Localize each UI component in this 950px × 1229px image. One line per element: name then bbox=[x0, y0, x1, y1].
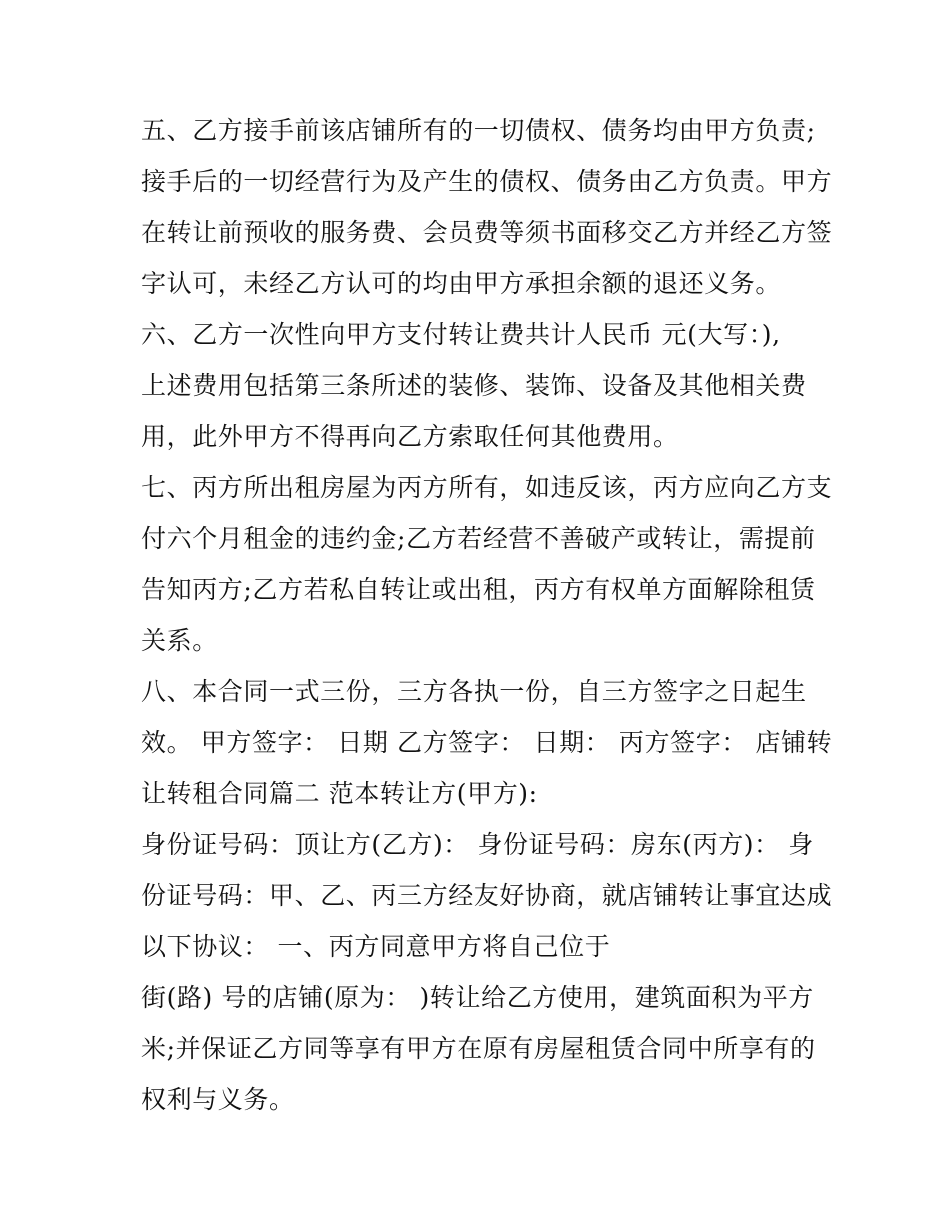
text-line: 街(路) 号的店铺(原为： )转让给乙方使用，建筑面积为平方 bbox=[141, 983, 814, 1012]
contract-text bbox=[141, 105, 833, 1125]
text-line: 让转租合同篇二 范本转让方(甲方): bbox=[141, 779, 538, 808]
text-line: 上述费用包括第三条所述的装修、装饰、设备及其他相关费 bbox=[141, 371, 807, 400]
text-line: 五、乙方接手前该店铺所有的一切债权、债务均由甲方负责; bbox=[141, 116, 816, 145]
text-line: 效。 甲方签字： 日期 乙方签字： 日期： 丙方签字： 店铺转 bbox=[141, 728, 833, 757]
text-line: 七、丙方所出租房屋为丙方所有，如违反该，丙方应向乙方支 bbox=[141, 473, 833, 502]
text-line: 八、本合同一式三份，三方各执一份，自三方签字之日起生 bbox=[141, 677, 807, 706]
text-line: 字认可，未经乙方认可的均由甲方承担余额的退还义务。 bbox=[141, 269, 782, 298]
text-line: 身份证号码：顶让方(乙方)： 身份证号码：房东(丙方)： 身 bbox=[141, 830, 814, 859]
text-line: 份证号码：甲、乙、丙三方经友好协商，就店铺转让事宜达成 bbox=[141, 881, 833, 910]
text-line: 用，此外甲方不得再向乙方索取任何其他费用。 bbox=[141, 422, 679, 451]
text-line: 在转让前预收的服务费、会员费等须书面移交乙方并经乙方签 bbox=[141, 218, 833, 247]
text-line: 关系。 bbox=[141, 626, 218, 655]
text-line: 六、乙方一次性向甲方支付转让费共计人民币 元(大写：), bbox=[141, 320, 781, 349]
text-line: 接手后的一切经营行为及产生的债权、债务由乙方负责。甲方 bbox=[141, 167, 833, 196]
text-line: 米;并保证乙方同等享有甲方在原有房屋租赁合同中所享有的 bbox=[141, 1034, 816, 1063]
text-line: 付六个月租金的违约金;乙方若经营不善破产或转让，需提前 bbox=[141, 524, 816, 553]
text-line: 告知丙方;乙方若私自转让或出租，丙方有权单方面解除租赁 bbox=[141, 575, 816, 604]
text-line: 权利与义务。 bbox=[141, 1085, 295, 1114]
text-line: 以下协议： 一、丙方同意甲方将自己位于 bbox=[141, 932, 611, 961]
